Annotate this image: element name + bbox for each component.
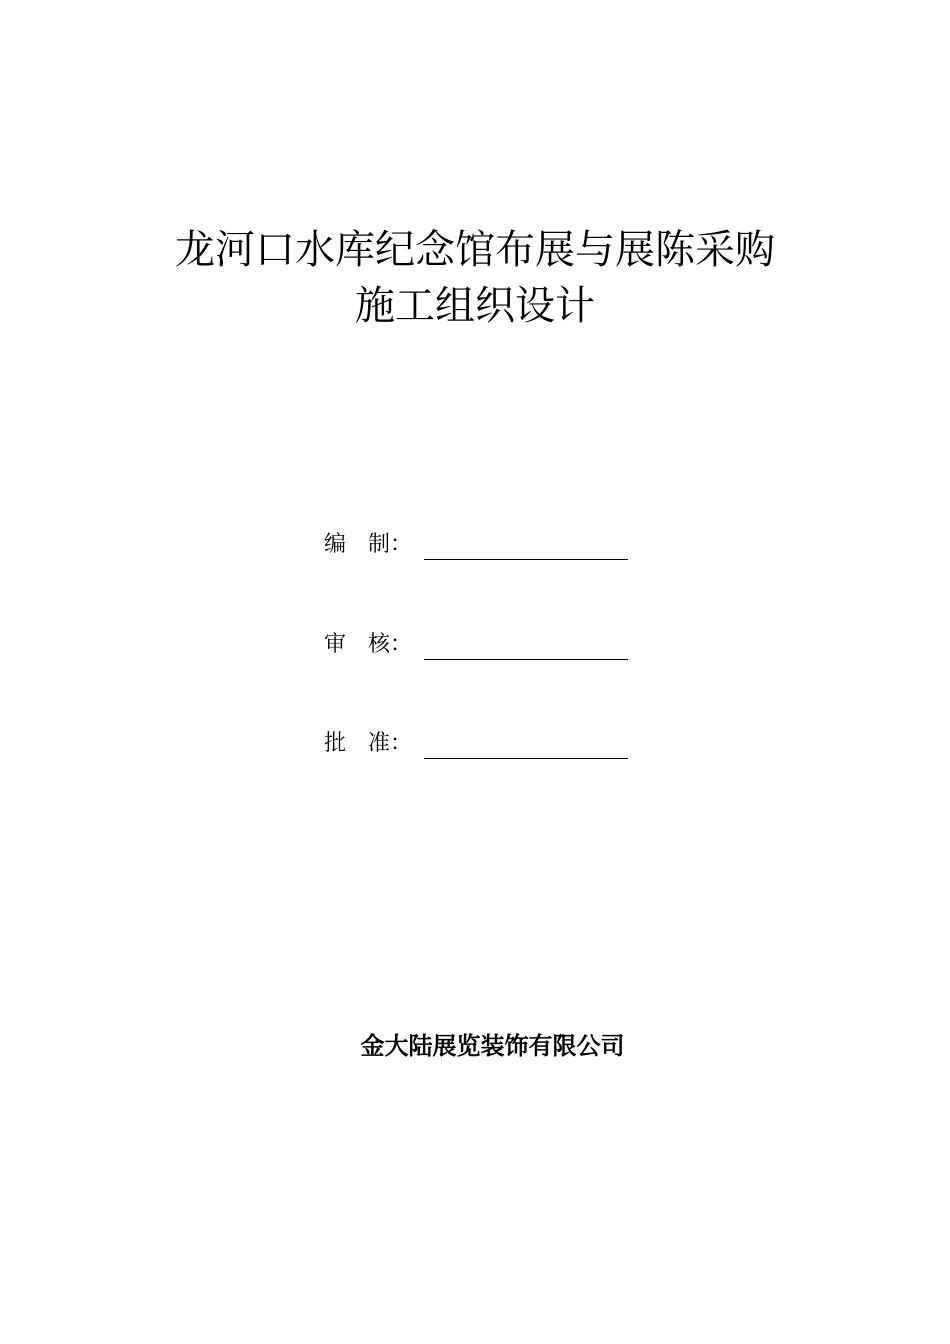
approved-by-label: 批 准： — [324, 731, 413, 756]
approved-by-row — [324, 729, 628, 759]
document-title — [0, 222, 950, 334]
title-line-1: 龙河口水库纪念馆布展与展陈采购 — [175, 227, 775, 273]
reviewed-by-row — [324, 630, 628, 660]
title-line-2: 施工组织设计 — [355, 283, 595, 329]
prepared-by-blank — [424, 537, 628, 560]
reviewed-by-label: 审 核： — [324, 632, 413, 657]
prepared-by-row — [324, 530, 628, 560]
prepared-by-label: 编 制： — [324, 532, 413, 557]
approved-by-blank — [424, 736, 628, 759]
reviewed-by-blank — [424, 637, 628, 660]
company-name: 金大陆展览装饰有限公司 — [360, 1032, 625, 1060]
